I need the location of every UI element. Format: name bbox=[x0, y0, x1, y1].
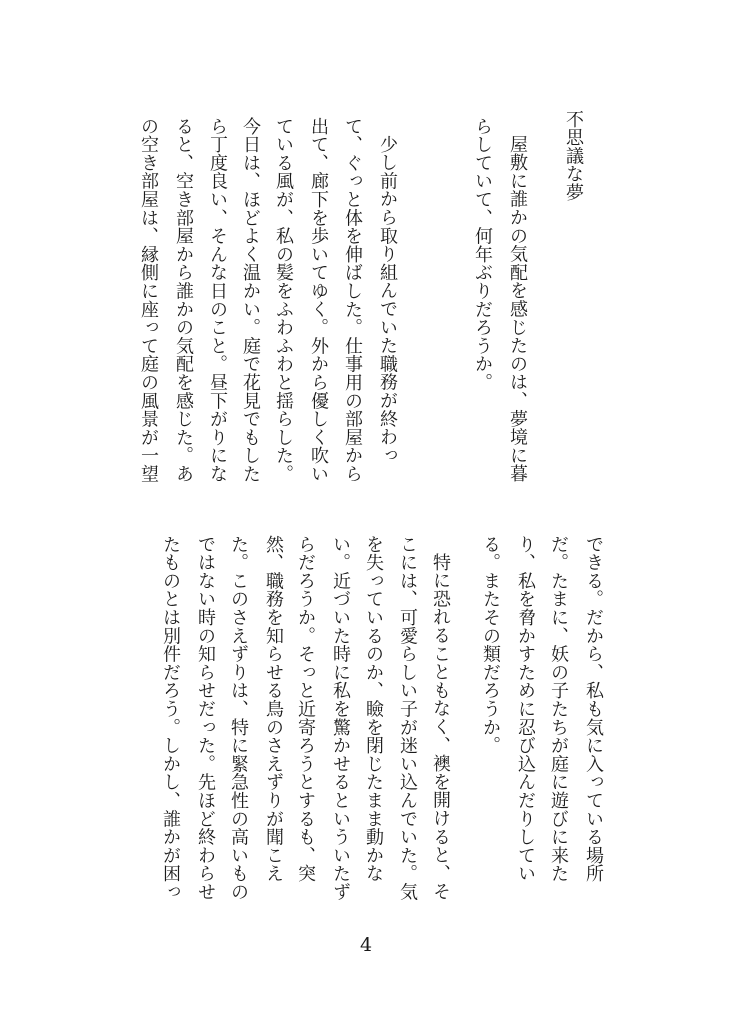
text-line: り、私を脅かすために忍び込んだりしてい bbox=[515, 535, 536, 883]
text-line: 少し前から取り組んでいた職務が終わっ bbox=[377, 135, 398, 465]
text-line: の空き部屋は、縁側に座って庭の風景が一望 bbox=[138, 117, 159, 483]
text-line: い。近づいた時に私を驚かせるといういたず bbox=[330, 535, 351, 901]
text-line: 今日は、ほどよく温かい。庭で花見でもした bbox=[240, 117, 261, 483]
page-number: 4 bbox=[360, 934, 373, 956]
text-line: たものとは別件だろう。しかし、誰かが困っ bbox=[160, 535, 181, 901]
text-line: て、ぐっと体を伸ばした。仕事用の部屋から bbox=[342, 117, 363, 483]
text-line: らだろうか。そっと近寄ろうとするも、突 bbox=[295, 535, 316, 883]
text-line: ている風が、私の髪をふわふわと揺らした。 bbox=[273, 117, 294, 483]
text-line: を失っているのか、瞼を閉じたまま動かな bbox=[363, 535, 384, 883]
text-line: る。またその類だろうか。 bbox=[480, 535, 501, 755]
text-line: た。このさえずりは、特に緊急性の高いもの bbox=[228, 535, 249, 901]
text-line: ると、空き部屋から誰かの気配を感じた。あ bbox=[173, 117, 194, 483]
text-line: ではない時の知らせだった。先ほど終わらせ bbox=[195, 535, 216, 901]
text-line: だ。たまに、妖の子たちが庭に遊びに来た bbox=[548, 535, 569, 883]
text-line: こには、可愛らしい子が迷い込んでいた。気 bbox=[397, 535, 418, 901]
story-title: 不思議な夢 bbox=[563, 110, 584, 202]
text-line: 然、職務を知らせる鳥のさえずりが聞こえ bbox=[263, 535, 284, 883]
text-line: 屋敷に誰かの気配を感じたのは、夢境に暮 bbox=[507, 135, 528, 483]
text-line: らしていて、何年ぶりだろうか。 bbox=[472, 117, 493, 392]
text-line: できる。だから、私も気に入っている場所 bbox=[583, 535, 604, 883]
text-line: 特に恐れることもなく、襖を開けると、そ bbox=[430, 553, 451, 901]
text-line: 出て、廊下を歩いてゆく。外から優しく吹い bbox=[308, 117, 329, 483]
text-line: ら丁度良い、そんな日のこと。昼下がりにな bbox=[207, 117, 228, 483]
